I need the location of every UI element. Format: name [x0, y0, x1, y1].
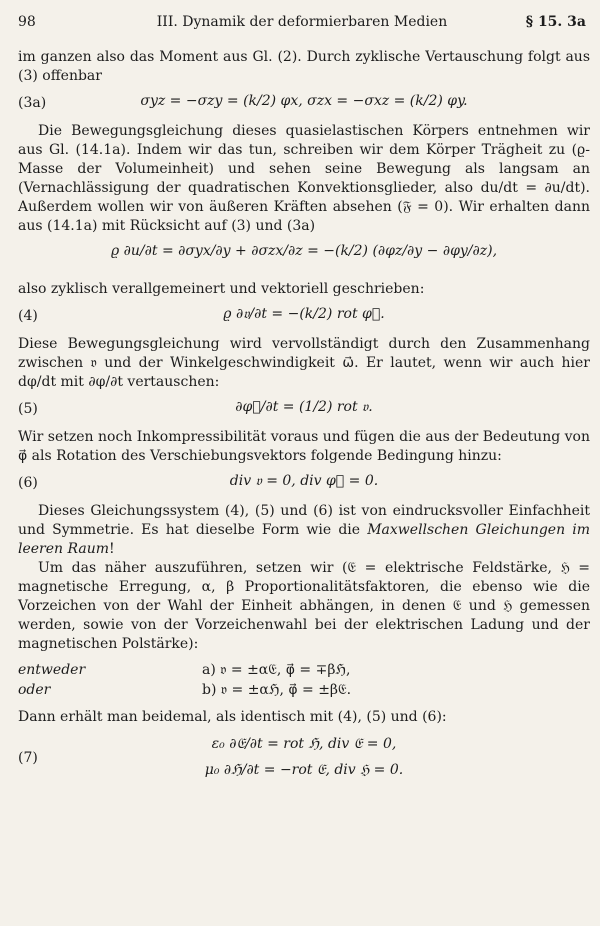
page-header	[18, 14, 586, 36]
case-word: entweder	[18, 662, 86, 678]
equation-3a	[18, 86, 590, 122]
page-number: 98	[18, 14, 36, 30]
equation-formula: div 𝔳 = 0, div φ⃗ = 0.	[229, 473, 379, 489]
equation-formula: ϱ ∂𝔳/∂t = −(k/2) rot φ⃗.	[223, 306, 385, 322]
equation-label: (6)	[18, 475, 38, 491]
paragraph-8: Dann erhält man beidemal, als identisch mit (4), (5) und (6):	[18, 709, 447, 725]
case-formula: b) 𝔳 = ±αℌ, φ⃗ = ±β𝔈.	[202, 682, 352, 698]
paragraph-5: Wir setzen noch Inkompressibilität voraus und fügen die aus der Bedeutung von φ⃗ als Rotation des Verschiebungsvektors folgende Bedingung hinzu:	[18, 429, 590, 464]
equation-label: (5)	[18, 401, 38, 417]
paragraph-6-text: Dieses Gleichungssystem (4), (5) und (6) ist von eindrucksvoller Einfachheit und Symmetrie. Es hat dieselbe Form wie die	[18, 503, 590, 538]
equation-line-2: μ₀ ∂ℌ/∂t = −rot 𝔈, div ℌ = 0.	[204, 762, 404, 778]
case-a	[18, 661, 590, 681]
equation-6	[18, 466, 590, 502]
paragraph-6-end: !	[109, 541, 115, 557]
running-title: III. Dynamik der deformierbaren Medien	[156, 14, 448, 30]
case-b	[18, 681, 590, 701]
equation-label: (7)	[18, 750, 38, 766]
equation-label: (4)	[18, 308, 38, 324]
equation-formula: ϱ ∂u/∂t = ∂σyx/∂y + ∂σzx/∂z = −(k/2) (∂φz/∂y − ∂φy/∂z),	[110, 243, 498, 259]
equation-7	[18, 727, 590, 789]
case-word: oder	[18, 682, 51, 698]
maxwell-emphasis: Maxwellschen Gleichungen im leeren Raum	[18, 522, 590, 557]
equation-5	[18, 392, 590, 428]
paragraph-7: Um das näher auszuführen, setzen wir (𝔈 = elektrische Feldstärke, ℌ = magnetische Erregung, α, β Proportionalitätsfaktoren, die ebenso wie die Vorzeichen von der Wahl der Einheit abhängen, in denen 𝔈 und ℌ gemessen werden, sowie von der Vorzeichenwahl bei der elektrischen Ladung und der magnetischen Polstärke):	[18, 560, 590, 652]
case-formula: a) 𝔳 = ±α𝔈, φ⃗ = ∓βℌ,	[202, 662, 351, 678]
paragraph-6	[18, 502, 590, 559]
equation-motion	[18, 236, 590, 280]
section-number: § 15. 3a	[525, 14, 586, 30]
paragraph-3: also zyklisch verallgemeinert und vektoriell geschrieben:	[18, 281, 425, 297]
equation-label: (3a)	[18, 95, 47, 111]
equation-formula: σyz = −σzy = (k/2) φx, σzx = −σxz = (k/2) φy.	[140, 93, 468, 109]
paragraph-4: Diese Bewegungsgleichung wird vervollständigt durch den Zusammenhang zwischen 𝔳 und der Winkelgeschwindigkeit ω⃗. Er lautet, wenn wir auch hier dφ/dt mit ∂φ/∂t vertauschen:	[18, 336, 590, 390]
paragraph-1: im ganzen also das Moment aus Gl. (2). Durch zyklische Vertauschung folgt aus (3) offenbar	[18, 49, 590, 84]
equation-formula: ∂φ⃗/∂t = (1/2) rot 𝔳.	[235, 399, 373, 415]
equation-line-1: ε₀ ∂𝔈/∂t = rot ℌ, div 𝔈 = 0,	[211, 736, 397, 752]
equation-4	[18, 299, 590, 335]
page-body	[18, 48, 590, 789]
paragraph-2: Die Bewegungsgleichung dieses quasielastischen Körpers entnehmen wir aus Gl. (14.1a). Indem wir das tun, schreiben wir dem Körper Trägheit zu (ϱ-Masse der Volumeinheit) und sehen seine Bewegung als langsam an (Vernachlässigung der quadratischen Konvektionsglieder, also du/dt = ∂u/dt). Außerdem wollen wir von äußeren Kräften absehen (𝔉 = 0). Wir erhalten dann aus (14.1a) mit Rücksicht auf (3) und (3a)	[18, 123, 590, 234]
